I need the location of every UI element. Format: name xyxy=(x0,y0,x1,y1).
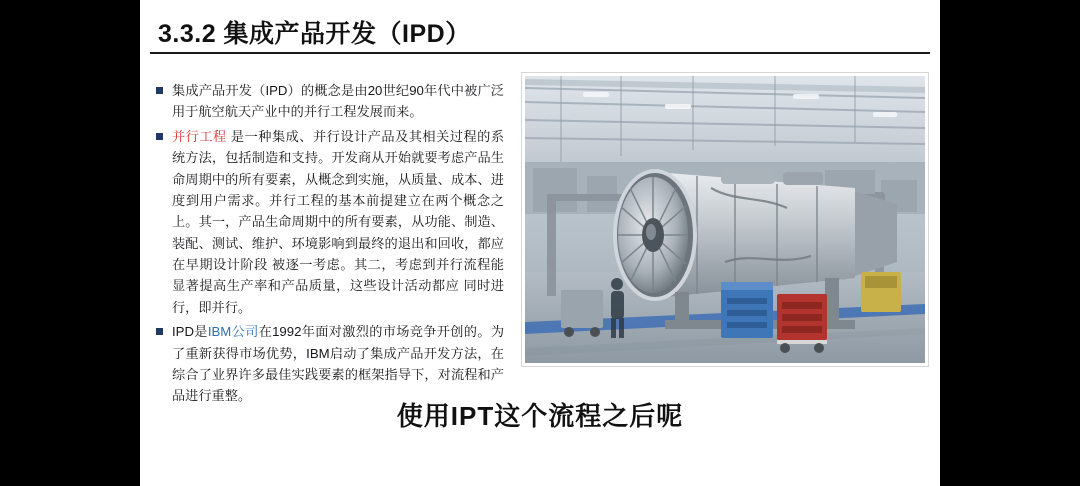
bullet-marker-icon xyxy=(156,133,163,140)
letterbox-left xyxy=(0,0,140,486)
jet-engine-factory-photo xyxy=(522,73,928,366)
slide-title: 3.3.2 集成产品开发（IPD） xyxy=(158,20,471,48)
bullet-marker-icon xyxy=(156,328,163,335)
title-divider xyxy=(150,52,930,54)
slide-caption: 使用IPT这个流程之后呢 xyxy=(396,401,684,431)
slide-canvas xyxy=(140,0,940,486)
bullet-highlight-term: 并行工程 xyxy=(172,128,227,144)
bullet-highlight-company: IBM公司 xyxy=(207,324,259,340)
bullet-list xyxy=(154,80,504,410)
bullet-item-concurrent-engineering xyxy=(154,126,504,318)
letterbox-right xyxy=(940,0,1080,486)
bullet-text: 集成产品开发（IPD）的概念是由20世纪90年代中被广泛用于航空航天产业中的并行工程发展而来。 xyxy=(172,83,504,120)
bullet-item-ibm-origin xyxy=(154,321,504,407)
bullet-text: 在1992年面对激烈的市场竞争开创的。为了重新获得市场优势，IBM启动了集成产品开发方法，在综合了业界许多最佳实践要素的框架指导下，对流程和产品进行重整。 xyxy=(172,324,505,404)
bullet-marker-icon xyxy=(156,87,163,94)
bullet-text-lead: IPD是 xyxy=(172,324,208,340)
bullet-item-ipd-concept xyxy=(154,80,504,123)
bullet-text: 是一种集成、并行设计产品及其相关过程的系统方法，包括制造和支持。开发商从开始就要考虑产品生命周期中的所有要素，从概念到实施，从质量、成本、进度到用户需求。并行工程的基本前提建立在两个概念之上。其一，产品生命周期中的所有要素，从功能、制造、装配、测试、维护、环境影响到最终的退出和回收，都应在早期设计阶段 被逐一考虑。其二，考虑到并行流程能显著提高生产率和产品质量，这些设计活动都应 同时进行，即并行。 xyxy=(172,128,505,315)
